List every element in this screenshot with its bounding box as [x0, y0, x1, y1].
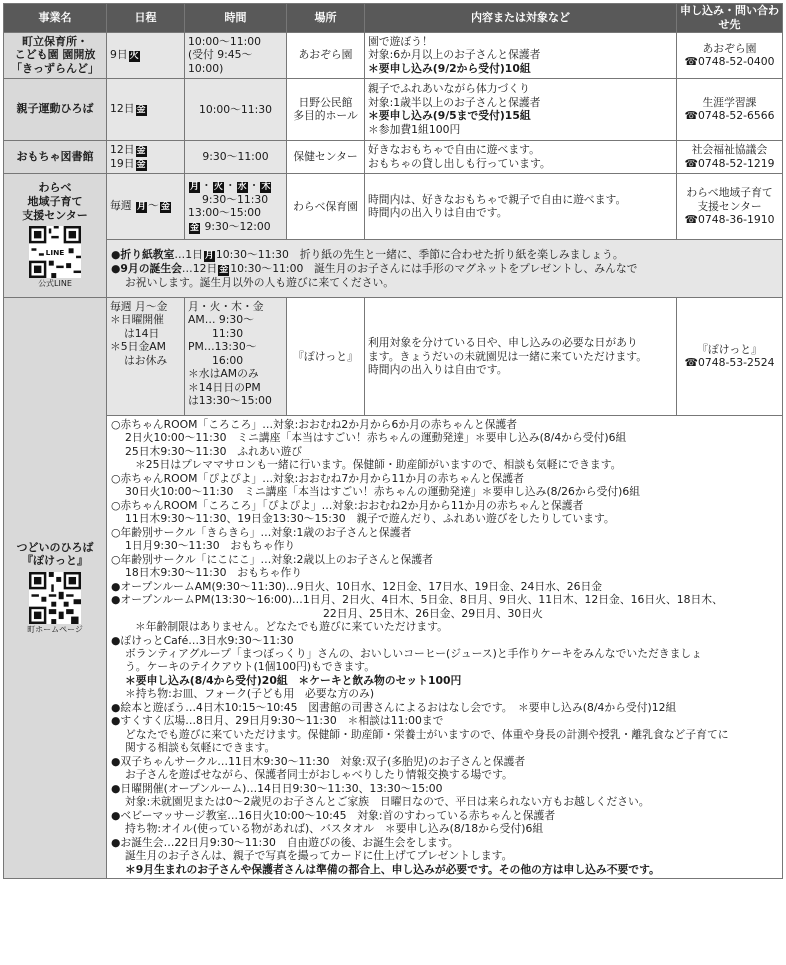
- pocket-desc-line: 利用対象を分けている日や、申し込みの必要な日があり: [368, 336, 638, 350]
- pocket-event-item: [111, 553, 778, 580]
- warabe-name-line: 地域子育て: [27, 194, 83, 208]
- pocket-time-line: PM…13:30～: [188, 340, 257, 354]
- pocket-date-line: はお休み: [124, 353, 168, 367]
- warabe-contact-org: わらべ地域子育て: [686, 186, 773, 200]
- pocket-contact-phone: ☎0748-53-2524: [684, 356, 775, 370]
- kidsland-date-text: 9日: [110, 48, 128, 62]
- pocket-date-line: ＊日曜開催: [110, 313, 164, 327]
- toy-library-date: [107, 140, 185, 173]
- toy-library-date-text: 12日: [110, 142, 135, 156]
- origami-text: 10:30～11:30 折り紙の先生と一緒に、季節に合わせた折り紙を楽しみましょう。: [215, 247, 624, 261]
- event-heading: ○赤ちゃんROOM「ぴよぴよ」…対象:おおむね7か月から11か月の赤ちゃんと保護者: [111, 471, 524, 485]
- oyako-place: [287, 78, 365, 140]
- pocket-time-line: 16:00: [212, 353, 244, 367]
- weekday-badge: 金: [190, 222, 200, 233]
- event-note: ＊年齢制限はありません。どなたでも遊びに来ていただけます。: [135, 620, 448, 634]
- pocket-time-line: 11:30: [212, 326, 244, 340]
- event-heading: ●双子ちゃんサークル…11日木9:30～11:30 対象:双子(多胎児)のお子さんと保護者: [111, 754, 526, 768]
- pocket-time-line: AM… 9:30～: [188, 313, 254, 327]
- pocket-name: [4, 297, 107, 878]
- weekday-badge: 月: [190, 181, 200, 192]
- toy-library-name: おもちゃ図書館: [4, 140, 107, 173]
- pocket-event-list: [111, 418, 778, 876]
- pocket-name-line: 『ぽけっと』: [22, 554, 88, 568]
- pocket-event-item: [111, 836, 778, 876]
- warabe-qr-caption: 公式LINE: [38, 279, 72, 289]
- event-detail: 誕生月のお子さんは、親子で写真を撮ってカードに仕上げてプレゼントします。: [125, 849, 513, 863]
- event-detail: どなたでも遊びに来ていただけます。保健師・助産師・栄養士がいますので、体重や身長の計測や授乳・離乳食など子育てに: [125, 727, 729, 741]
- row-pocket-events: [4, 415, 783, 878]
- warabe-desc-line: 時間内は、好きなおもちゃで親子で自由に遊べます。: [368, 192, 627, 206]
- row-warabe-notes: [4, 239, 783, 297]
- pocket-contact-org: 『ぽけっと』: [697, 342, 762, 356]
- row-warabe: [4, 173, 783, 239]
- event-detail: お子さんを遊ばせながら、保護者同士がおしゃべりしたり情報交換する場です。: [125, 768, 513, 782]
- warabe-contact-phone: ☎0748-36-1910: [684, 212, 775, 226]
- event-detail: 11日木9:30～11:30、19日金13:30～15:30 親子で遊んだり、ふれあい遊びをしたりしています。: [125, 512, 615, 526]
- pocket-event-item: [111, 755, 778, 782]
- warabe-date-text: 毎週: [110, 199, 136, 213]
- pocket-desc-line: 時間内の出入りは自由です。: [368, 362, 508, 376]
- event-detail: ボランティアグループ「まつぼっくり」さんの、おいしいコーヒー(ジュース)と手作りケーキをみんなでいただきましょ: [125, 646, 702, 660]
- warabe-date: [107, 173, 185, 239]
- kidsland-desc-line: 対象:6か月以上のお子さんと保護者: [368, 48, 541, 62]
- origami-title: ●折り紙教室: [111, 247, 175, 261]
- oyako-date: [107, 78, 185, 140]
- oyako-time: 10:00～11:30: [185, 78, 287, 140]
- event-detail: 25日木9:30～11:30 ふれあい遊び: [125, 444, 303, 458]
- pocket-time: [185, 297, 287, 415]
- oyako-place-line: 日野公民館: [298, 95, 353, 109]
- kidsland-desc-line: ＊要申し込み(9/2から受付)10組: [368, 61, 531, 75]
- toy-library-contact-phone: ☎0748-52-1219: [684, 156, 775, 170]
- oyako-desc-line: ＊要申し込み(9/5まで受付)15組: [368, 109, 531, 123]
- kidsland-desc: [365, 32, 677, 78]
- kidsland-time-line: 10:00～11:00: [188, 34, 262, 48]
- oyako-desc-line: ＊参加費1組100円: [368, 122, 461, 136]
- warabe-contact: [677, 173, 783, 239]
- header-event-name: 事業名: [4, 4, 107, 33]
- pocket-desc: [365, 297, 677, 415]
- pocket-contact: [677, 297, 783, 415]
- kidsland-time-line: (受付 9:45～: [188, 48, 253, 62]
- kidsland-time-line: 10:00): [188, 61, 224, 75]
- pocket-event-item: [111, 809, 778, 836]
- oyako-desc-line: 親子でふれあいながら体力づくり: [368, 82, 530, 96]
- warabe-name-line: 支援センター: [22, 208, 88, 222]
- weekday-badge: 水: [237, 181, 247, 192]
- warabe-time-line: 9:30～11:30: [202, 192, 269, 206]
- pocket-time-line: は13:30～15:00: [188, 394, 272, 408]
- event-detail: 18日木9:30～11:30 おもちゃ作り: [125, 566, 303, 580]
- header-contact: 申し込み・問い合わせ先: [677, 4, 783, 33]
- pocket-name-line: つどいのひろば: [16, 540, 94, 554]
- line-qr-code-icon[interactable]: [29, 226, 81, 278]
- warabe-time: 月 ・ 火 ・ 水 ・ 木 9:30～11:30 13:00～15:00 金 9:30～12:00: [185, 173, 287, 239]
- birthday-text: …12日: [181, 261, 218, 275]
- warabe-notes: [107, 239, 783, 297]
- pocket-date-line: ＊5日金AM: [110, 340, 166, 354]
- birthday-title: ●9月の誕生会: [111, 261, 182, 275]
- weekday-badge: 金: [136, 159, 146, 170]
- pocket-event-item: [111, 593, 778, 633]
- event-heading: ●ぽけっとCafé…3日水9:30～11:30: [111, 633, 294, 647]
- header-row: [4, 4, 783, 33]
- pocket-place: 『ぽけっと』: [287, 297, 365, 415]
- oyako-date-text: 12日: [110, 102, 135, 116]
- toy-library-contact-org: 社会福祉協議会: [691, 143, 768, 157]
- event-heading: ●オープンルームAM(9:30～11:30)…9日火、10日水、12日金、17日水、19日金、24日水、26日金: [111, 579, 603, 593]
- event-detail: 1日月9:30～11:30 おもちゃ作り: [125, 539, 296, 553]
- toy-library-contact: [677, 140, 783, 173]
- kidsland-contact-org: あおぞら園: [702, 41, 757, 55]
- warabe-date-sep: ～: [148, 199, 159, 213]
- event-detail: 対象:未就園児または0～2歳児のお子さんとご家族 日曜日なので、平日は来られない方もお越しください。: [125, 795, 650, 809]
- pocket-events: [107, 415, 783, 878]
- weekday-badge: 月: [204, 250, 214, 261]
- oyako-desc-line: 対象:1歳半以上のお子さんと保護者: [368, 95, 541, 109]
- weekday-badge: 木: [261, 181, 271, 192]
- pocket-time-line: ＊14日日のPM: [188, 380, 261, 394]
- weekday-badge: 金: [219, 264, 229, 275]
- weekday-badge: 金: [136, 105, 146, 116]
- event-table: [3, 3, 783, 879]
- pocket-event-item: [111, 526, 778, 553]
- pocket-event-item: [111, 580, 778, 593]
- birthday-text: お祝いします。誕生月以外の人も遊びに来てください。: [125, 275, 395, 289]
- pocket-time-line: ＊水はAMのみ: [188, 367, 259, 381]
- toy-library-desc-line: 好きなおもちゃで自由に遊べます。: [368, 143, 540, 157]
- pocket-event-item: [111, 472, 778, 499]
- kidsland-place: あおぞら園: [287, 32, 365, 78]
- pocket-event-item: [111, 499, 778, 526]
- header-time: 時間: [185, 4, 287, 33]
- kidsland-name-line: 「きっずらんど」: [11, 62, 99, 75]
- pocket-date-line: 毎週 月～金: [110, 299, 168, 313]
- oyako-contact-phone: ☎0748-52-6566: [684, 109, 775, 123]
- oyako-desc: [365, 78, 677, 140]
- oyako-name: 親子運動ひろば: [4, 78, 107, 140]
- origami-text: …1日: [174, 247, 203, 261]
- homepage-qr-code-icon[interactable]: [29, 572, 81, 624]
- event-heading: ●すくすく広場…8日月、29日月9:30～11:30 ＊相談は11:00まで: [111, 714, 444, 728]
- pocket-date: [107, 297, 185, 415]
- qr-center-text: LINE: [45, 248, 65, 258]
- toy-library-desc: [365, 140, 677, 173]
- pocket-event-item: [111, 701, 778, 714]
- pocket-event-item: [111, 714, 778, 754]
- header-place: 場所: [287, 4, 365, 33]
- toy-library-desc-line: おもちゃの貸し出しも行っています。: [368, 156, 551, 170]
- event-detail: ＊要申し込み(8/4から受付)20組 ＊ケーキと飲み物のセット100円: [125, 673, 462, 687]
- birthday-text: 10:30～11:00 誕生月のお子さんには手形のマグネットをプレゼントし、みんなで: [230, 261, 638, 275]
- warabe-desc: [365, 173, 677, 239]
- pocket-qr-caption: 町ホームページ: [27, 625, 83, 635]
- event-heading: ●日曜開催(オープンルーム)…14日日9:30～11:30、13:30～15:00: [111, 781, 443, 795]
- header-content: 内容または対象など: [365, 4, 677, 33]
- pocket-date-line: は14日: [124, 326, 160, 340]
- warabe-name-line: わらべ: [38, 181, 72, 195]
- warabe-time-line: 9:30～12:00: [201, 219, 271, 233]
- warabe-place: わらべ保育園: [287, 173, 365, 239]
- kidsland-contact: [677, 32, 783, 78]
- event-schedule-sheet: [3, 3, 782, 879]
- event-detail: 持ち物:オイル(使っている物があれば)、バスタオル ＊要申し込み(8/18から受付)6組: [125, 822, 544, 836]
- event-heading: ●お誕生会…22日月9:30～11:30 自由遊びの後、お誕生会をします。: [111, 835, 459, 849]
- warabe-desc-line: 時間内の出入りは自由です。: [368, 206, 508, 220]
- weekday-badge: 金: [160, 202, 170, 213]
- pocket-event-item: [111, 418, 778, 472]
- kidsland-time: [185, 32, 287, 78]
- pocket-time-line: 月・火・木・金: [188, 299, 264, 313]
- warabe-time-line: 13:00～15:00: [188, 206, 262, 220]
- row-oyako-undo: [4, 78, 783, 140]
- event-note: ＊25日はプレママサロンも一緒に行います。保健師・助産師がいますので、相談も気軽にできます。: [135, 458, 622, 472]
- event-detail: ＊9月生まれのお子さんや保護者さんは準備の都合上、申し込みが必要です。その他の方は申し込み不要です。: [125, 862, 660, 876]
- pocket-desc-line: ます。きょうだいの未就園児は一緒に来ていただけます。: [368, 349, 647, 363]
- warabe-contact-org: 支援センター: [697, 199, 762, 213]
- event-heading: ●オープンルームPM(13:30～16:00)…1日月、2日火、4日木、5日金、8日月、9日火、11日木、12日金、16日火、18日木、: [111, 593, 723, 607]
- oyako-contact: [677, 78, 783, 140]
- kidsland-contact-phone: ☎0748-52-0400: [684, 55, 775, 69]
- event-heading: ○赤ちゃんROOM「ころころ」「ぴよぴよ」…対象:おおむね2か月から11か月の赤ちゃんと保護者: [111, 498, 584, 512]
- oyako-contact-org: 生涯学習課: [702, 95, 757, 109]
- event-heading: ○赤ちゃんROOM「ころころ」…対象:おおむね2か月から6か月の赤ちゃんと保護者: [111, 417, 518, 431]
- toy-library-time: 9:30～11:00: [185, 140, 287, 173]
- warabe-name: [4, 173, 107, 297]
- kidsland-name-line: 町立保育所・: [22, 34, 88, 48]
- kidsland-name: [4, 32, 107, 78]
- event-detail: 関する相談も気軽にできます。: [125, 741, 276, 755]
- header-date: 日程: [107, 4, 185, 33]
- event-detail: う。ケーキのテイクアウト(1個100円)もできます。: [125, 660, 376, 674]
- pocket-event-item: [111, 634, 778, 701]
- weekday-badge: 金: [136, 145, 146, 156]
- event-detail: 22日月、25日木、26日金、29日月、30日火: [323, 606, 543, 620]
- row-toy-library: [4, 140, 783, 173]
- weekday-badge: 火: [129, 51, 139, 62]
- event-detail: ＊持ち物:お皿、フォーク(子ども用 必要な方のみ): [125, 687, 375, 701]
- oyako-place-line: 多目的ホール: [293, 109, 358, 123]
- event-heading: ○年齢別サークル「きらきら」…対象:1歳のお子さんと保護者: [111, 525, 412, 539]
- weekday-badge: 火: [213, 181, 223, 192]
- toy-library-date-text: 19日: [110, 156, 135, 170]
- weekday-badge: 月: [137, 202, 147, 213]
- row-pocket: [4, 297, 783, 415]
- event-heading: ○年齢別サークル「にこにこ」…対象:2歳以上のお子さんと保護者: [111, 552, 433, 566]
- pocket-event-item: [111, 782, 778, 809]
- kidsland-name-line: こども園 園開放: [14, 48, 96, 62]
- event-heading: ●ベビーマッサージ教室…16日火10:00～10:45 対象:首のすわっている赤ちゃんと保護者: [111, 808, 556, 822]
- event-heading: ●絵本と遊ぼう…4日木10:15～10:45 図書館の司書さんによるおはなし会です。 ＊要申し込み(8/4から受付)12組: [111, 700, 677, 714]
- kidsland-date: [107, 32, 185, 78]
- toy-library-place: 保健センター: [287, 140, 365, 173]
- event-detail: 30日火10:00～11:30 ミニ講座「本当はすごい！赤ちゃんの運動発達」＊要申し込み(8/26から受付)6組: [125, 485, 640, 499]
- kidsland-desc-line: 園で遊ぼう！: [368, 34, 433, 48]
- event-detail: 2日火10:00～11:30 ミニ講座「本当はすごい！赤ちゃんの運動発達」＊要申し込み(8/4から受付)6組: [125, 431, 627, 445]
- row-kidsland: [4, 32, 783, 78]
